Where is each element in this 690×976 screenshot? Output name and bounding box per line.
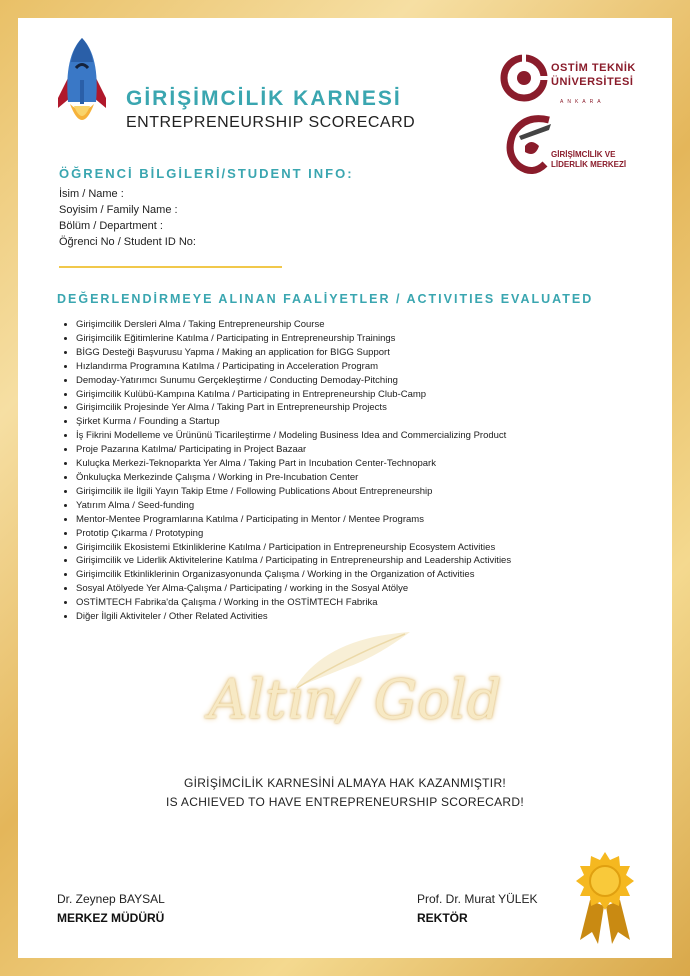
activity-item: • Prototip Çıkarma / Prototyping bbox=[76, 527, 636, 541]
activity-item: • Girişimcilik Projesinde Yer Alma / Taking Part in Entrepreneurship Projects bbox=[76, 401, 636, 415]
ostim-logo-icon bbox=[500, 54, 548, 102]
left-signatory-role: MERKEZ MÜDÜRÜ bbox=[57, 911, 165, 925]
student-id-field-label: Öğrenci No / Student ID No: bbox=[59, 236, 196, 248]
activity-item: • Proje Pazarına Katılma/ Participating in Project Bazaar bbox=[76, 443, 636, 457]
activity-item: • Mentor-Mentee Programlarına Katılma / Participating in Mentor / Mentee Programs bbox=[76, 513, 636, 527]
achievement-line-en: IS ACHIEVED TO HAVE ENTREPRENEURSHIP SCORECARD! bbox=[166, 795, 524, 809]
activity-item: • Girişimcilik ile İlgili Yayın Takip Etme / Following Publications About Entrepreneurship bbox=[76, 485, 636, 499]
activity-item: • Yatırım Alma / Seed-funding bbox=[76, 499, 636, 513]
rocket-icon bbox=[56, 36, 108, 136]
activity-item: • Diğer İlgili Aktiviteler / Other Related Activities bbox=[76, 610, 636, 624]
ostim-name-line1: OSTİM TEKNİK bbox=[551, 62, 636, 74]
gold-medal-icon bbox=[570, 850, 640, 946]
activity-item: • Girişimcilik Etkinliklerinin Organizasyonunda Çalışma / Working in the Organization of Activities bbox=[76, 568, 636, 582]
glm-name-line1: GİRİŞİMCİLİK VE bbox=[551, 150, 616, 159]
activity-item: • Girişimcilik Eğitimlerine Katılma / Participating in Entrepreneurship Trainings bbox=[76, 332, 636, 346]
right-signatory-name: Prof. Dr. Murat YÜLEK bbox=[417, 892, 538, 906]
activities-list bbox=[58, 318, 636, 624]
glm-name-line2: LİDERLİK MERKEZİ bbox=[551, 160, 627, 169]
activity-item: • Girişimcilik ve Liderlik Aktivitelerine Katılma / Participating in Entrepreneurship and Leadership Activities bbox=[76, 554, 636, 568]
award-level: Altın/ Gold bbox=[208, 668, 502, 731]
activity-item: • Demoday-Yatırımcı Sunumu Gerçekleştirme / Conducting Demoday-Pitching bbox=[76, 374, 636, 388]
activity-item: • Girişimcilik Kulübü-Kampına Katılma / Participating in Entrepreneurship Club-Camp bbox=[76, 388, 636, 402]
activity-item: • OSTİMTECH Fabrika'da Çalışma / Working in the OSTİMTECH Fabrika bbox=[76, 596, 636, 610]
achievement-line-tr: GİRİŞİMCİLİK KARNESİNİ ALMAYA HAK KAZANMIŞTIR! bbox=[183, 776, 507, 790]
activity-item: • Girişimcilik Ekosistemi Etkinliklerine Katılma / Participation in Entrepreneurship Ecosystem Activities bbox=[76, 541, 636, 555]
activity-item: • Şirket Kurma / Founding a Startup bbox=[76, 415, 636, 429]
activity-item: • Sosyal Atölyede Yer Alma-Çalışma / Participating / working in the Sosyal Atölye bbox=[76, 582, 636, 596]
ostim-city: ANKARA bbox=[560, 99, 605, 105]
family-name-field-label: Soyisim / Family Name : bbox=[59, 204, 178, 216]
right-signatory-role: REKTÖR bbox=[417, 911, 468, 925]
title-english: ENTREPRENEURSHIP SCORECARD bbox=[126, 114, 416, 131]
name-field-label: İsim / Name : bbox=[59, 188, 124, 200]
activity-item: • Kuluçka Merkezi-Teknoparkta Yer Alma / Taking Part in Incubation Center-Technopark bbox=[76, 457, 636, 471]
title-turkish: GİRİŞİMCİLİK KARNESİ bbox=[126, 87, 402, 110]
ostim-name-line2: ÜNİVERSİTESİ bbox=[551, 76, 634, 88]
activities-heading: DEĞERLENDİRMEYE ALINAN FAALİYETLER / ACTIVITIES EVALUATED bbox=[57, 292, 594, 306]
activity-item: • Önkuluçka Merkezinde Çalışma / Working in Pre-Incubation Center bbox=[76, 471, 636, 485]
activity-item: • Hızlandırma Programına Katılma / Participating in Acceleration Program bbox=[76, 360, 636, 374]
left-signatory-name: Dr. Zeynep BAYSAL bbox=[57, 892, 165, 906]
department-field-label: Bölüm / Department : bbox=[59, 220, 163, 232]
activity-item: • İş Fikrini Modelleme ve Ürününü Ticarileştirme / Modeling Business Idea and Commercializing Product bbox=[76, 429, 636, 443]
activity-item: • BİGG Desteği Başvurusu Yapma / Making an application for BIGG Support bbox=[76, 346, 636, 360]
activity-item: • Girişimcilik Dersleri Alma / Taking Entrepreneurship Course bbox=[76, 318, 636, 332]
glm-logo-icon bbox=[505, 114, 553, 176]
student-info-heading: ÖĞRENCİ BİLGİLERİ/STUDENT INFO: bbox=[59, 166, 354, 181]
divider-line bbox=[59, 266, 282, 268]
